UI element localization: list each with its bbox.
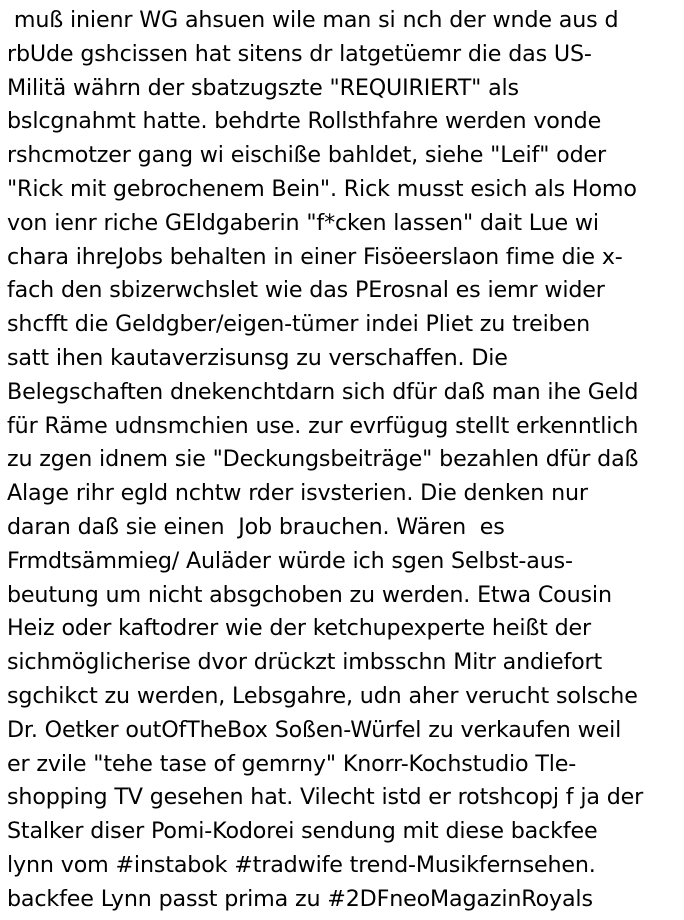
text-line: Heiz oder kaftodrer wie der ketchupexperte heißt der <box>7 615 592 642</box>
text-line: beutung um nicht absgchoben zu werden. Etwa Cousin <box>7 581 612 608</box>
text-line: Frmdtsämmieg/ Auläder würde ich sgen Selbst-aus- <box>7 547 573 574</box>
text-line: shcfft die Geldgber/eigen-tümer indei Pliet zu treiben <box>7 311 590 338</box>
text-line: fach den sbizerwchslet wie das PErosnal es iemr wider <box>7 277 605 304</box>
text-line: satt ihen kautaverzisunsg zu verschaffen. Die <box>7 344 508 371</box>
text-line: Dr. Oetker outOfTheBox Soßen-Würfel zu verkaufen weil <box>7 716 622 743</box>
text-line: chara ihreJobs behalten in einer Fisöeerslaon fime die x- <box>7 243 623 270</box>
text-line: Belegschaften dnekenchtdarn sich dfür daß man ihe Geld <box>7 378 639 405</box>
text-line: Alage rihr egld nchtw rder isvsterien. Die denken nur <box>7 480 588 507</box>
text-line: backfee Lynn passt prima zu #2DFneoMagazinRoyals <box>7 885 593 912</box>
text-line: Stalker diser Pomi-Kodorei sendung mit diese backfee <box>7 818 598 845</box>
text-line: bslcgnahmt hatte. behdrte Rollsthfahre werden vonde <box>7 108 602 135</box>
text-line: er zvile "tehe tase of gemrny" Knorr-Kochstudio Tle- <box>7 750 577 777</box>
text-line: rbUde gshcissen hat sitens dr latgetüemr die das US- <box>7 40 592 67</box>
text-line: muß inienr WG ahsuen wile man si nch der wnde aus d <box>7 7 619 33</box>
text-line: "Rick mit gebrochenem Bein". Rick musst esich als Homo <box>7 175 637 202</box>
text-document <box>7 4 684 917</box>
text-line: von ienr riche GEldgaberin "f*cken lassen" dait Lue wi <box>7 209 599 236</box>
text-line: für Räme udnsmchien use. zur evrfügug stellt erkenntlich <box>7 412 639 439</box>
text-line: sgchikct zu werden, Lebsgahre, udn aher verucht solsche <box>7 682 638 709</box>
text-line: Militä währn der sbatzugszte "REQUIRIERT" als <box>7 74 519 101</box>
text-line: shopping TV gesehen hat. Vilecht istd er rotshcopj f ja der <box>7 784 644 811</box>
text-line: rshcmotzer gang wi eischiße bahldet, siehe "Leif" oder <box>7 142 607 169</box>
text-line: daran daß sie einen Job brauchen. Wären es <box>7 513 505 540</box>
text-line: zu zgen idnem sie "Deckungsbeiträge" bezahlen dfür daß <box>7 446 639 473</box>
text-line: lynn vom #instabok #tradwife trend-Musikfernsehen. <box>7 851 596 878</box>
text-line: sichmöglicherise dvor drückzt imbsschn Mitr andiefort <box>7 649 603 676</box>
